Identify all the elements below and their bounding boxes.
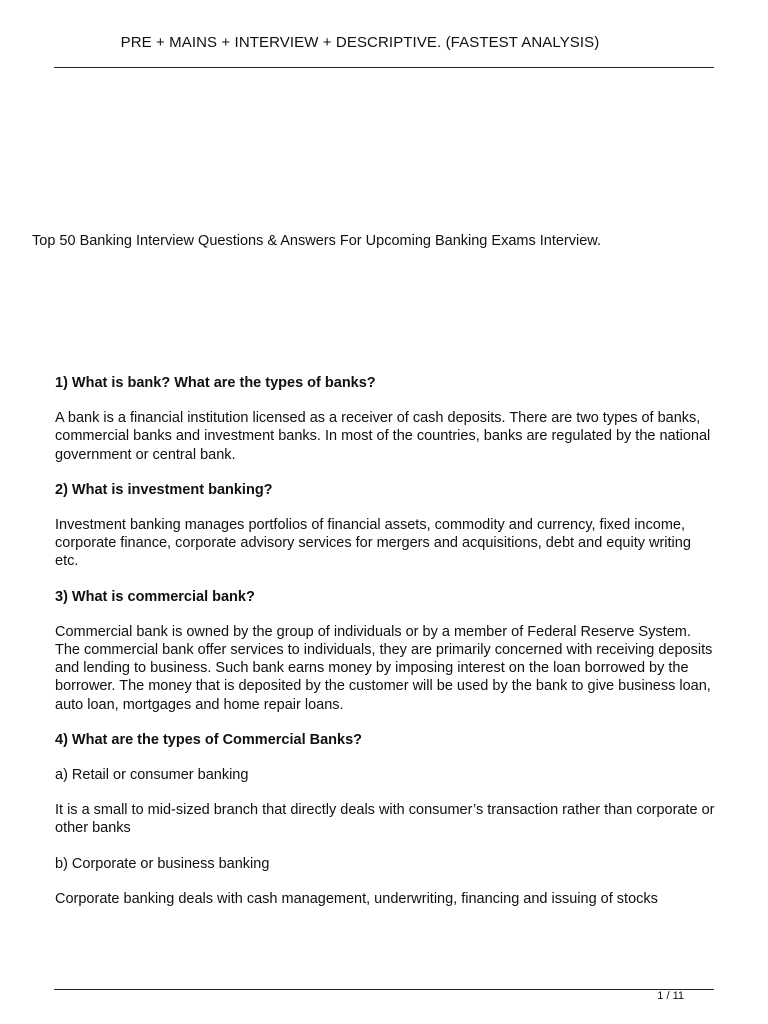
document-body [55, 374, 717, 925]
answer-2: Investment banking manages portfolios of financial assets, commodity and currency, fixed income, corporate finance, corporate advisory services for mergers and acquisitions, debt and equity writing etc. [55, 517, 691, 570]
page-header-title: PRE + MAINS + INTERVIEW + DESCRIPTIVE. (FASTEST ANALYSIS) [120, 34, 600, 51]
answer-4-item-b-heading: b) Corporate or business banking [55, 855, 270, 872]
question-4: 4) What are the types of Commercial Banks? [55, 731, 362, 748]
question-3: 3) What is commercial bank? [55, 588, 255, 605]
document-title: Top 50 Banking Interview Questions & Answers For Upcoming Banking Exams Interview. [32, 233, 601, 249]
answer-4-item-b-text: Corporate banking deals with cash management, underwriting, financing and issuing of stocks [55, 890, 658, 907]
header-divider [54, 67, 714, 68]
answer-4-item-a-heading: a) Retail or consumer banking [55, 767, 249, 784]
answer-1: A bank is a financial institution licensed as a receiver of cash deposits. There are two types of banks, commercial banks and investment banks. In most of the countries, banks are regulated by the national government or central bank. [55, 410, 711, 463]
page-number: 1 / 11 [657, 990, 684, 1002]
answer-3: Commercial bank is owned by the group of individuals or by a member of Federal Reserve System. The commercial bank offer services to individuals, they are primarily concerned with receiving deposits and lending to business. Such bank earns money by imposing interest on the loan borrowed by the borrower. The money that is deposited by the customer will be used by the bank to give business loan, auto loan, mortgages and home repair loans. [55, 623, 713, 713]
question-2: 2) What is investment banking? [55, 481, 273, 498]
answer-4-item-a-text: It is a small to mid-sized branch that directly deals with consumer’s transaction rather than corporate or other banks [55, 802, 715, 837]
footer-divider [54, 989, 714, 990]
question-1: 1) What is bank? What are the types of banks? [55, 375, 376, 391]
